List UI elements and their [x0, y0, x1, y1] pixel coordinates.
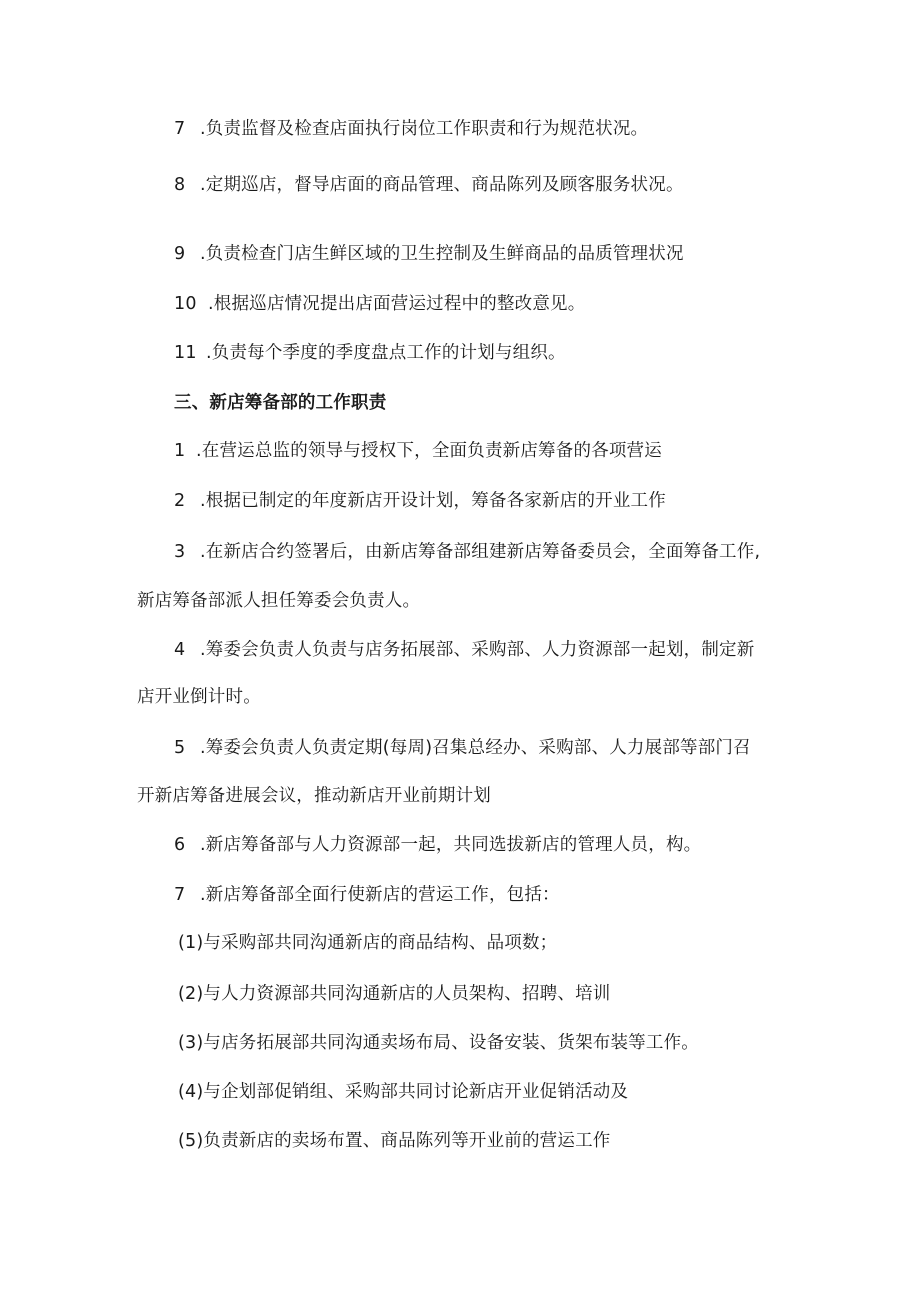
list-item-a-11 [174, 341, 566, 365]
section-heading: 三、新店筹备部的工作职责 [174, 393, 387, 413]
item-number: 7 [174, 119, 186, 139]
sub-item-2: (2)与人力资源部共同沟通新店的人员架构、招聘、培训 [178, 984, 611, 1004]
item-number: 2 [174, 491, 186, 511]
item-text: .筹委会负责人负责与店务拓展部、采购部、人力资源部一起划，制定新 [200, 640, 755, 660]
item-text: .根据巡店情况提出店面营运过程中的整改意见。 [208, 294, 586, 314]
list-item-b-2 [174, 489, 666, 513]
item-text: .负责监督及检查店面执行岗位工作职责和行为规范状况。 [200, 119, 649, 139]
item-number: 1 [174, 441, 186, 461]
sub-item-4: (4)与企划部促销组、采购部共同讨论新店开业促销活动及 [178, 1082, 629, 1102]
item-text: .在营运总监的领导与授权下，全面负责新店筹备的各项营运 [196, 441, 662, 461]
list-item-b-3 [174, 540, 760, 564]
list-item-b-5 [174, 736, 751, 760]
list-item-b-7 [174, 883, 560, 907]
item-text: .新店筹备部全面行使新店的营运工作，包括： [200, 885, 560, 905]
list-item-a-8 [174, 173, 684, 197]
item-number: 10 [174, 294, 197, 314]
list-item-b-1 [174, 439, 662, 463]
item-number: 6 [174, 835, 186, 855]
list-item-b-4 [174, 638, 754, 662]
item-text: .负责每个季度的季度盘点工作的计划与组织。 [206, 343, 566, 363]
item-number: 3 [174, 542, 186, 562]
item-number: 7 [174, 885, 186, 905]
item-number: 5 [174, 738, 186, 758]
sub-item-5: (5)负责新店的卖场布置、商品陈列等开业前的营运工作 [178, 1131, 611, 1151]
item-text: .负责检查门店生鲜区域的卫生控制及生鲜商品的品质管理状况 [200, 244, 684, 264]
item-number: 8 [174, 175, 186, 195]
list-item-a-10 [174, 292, 585, 316]
sub-item-3: (3)与店务拓展部共同沟通卖场布局、设备安装、货架布装等工作。 [178, 1033, 699, 1053]
list-item-b-5-continuation: 开新店筹备进展会议，推动新店开业前期计划 [137, 786, 491, 806]
item-number: 11 [174, 343, 197, 363]
list-item-b-3-continuation: 新店筹备部派人担任筹委会负责人。 [137, 591, 421, 611]
item-text: .定期巡店，督导店面的商品管理、商品陈列及顾客服务状况。 [200, 175, 684, 195]
item-number: 9 [174, 244, 186, 264]
item-text: .根据已制定的年度新店开设计划，筹备各家新店的开业工作 [200, 491, 666, 511]
item-text: .在新店合约签署后，由新店筹备部组建新店筹备委员会，全面筹备工作, [200, 542, 761, 562]
item-number: 4 [174, 640, 186, 660]
item-text: .新店筹备部与人力资源部一起，共同选拔新店的管理人员，构。 [200, 835, 702, 855]
list-item-b-6 [174, 833, 701, 857]
item-text: .筹委会负责人负责定期(每周)召集总经办、采购部、人力展部等部门召 [200, 738, 751, 758]
list-item-a-9 [174, 242, 684, 266]
sub-item-1: (1)与采购部共同沟通新店的商品结构、品项数； [178, 933, 558, 953]
list-item-b-4-continuation: 店开业倒计时。 [137, 687, 261, 707]
list-item-a-7 [174, 117, 648, 141]
